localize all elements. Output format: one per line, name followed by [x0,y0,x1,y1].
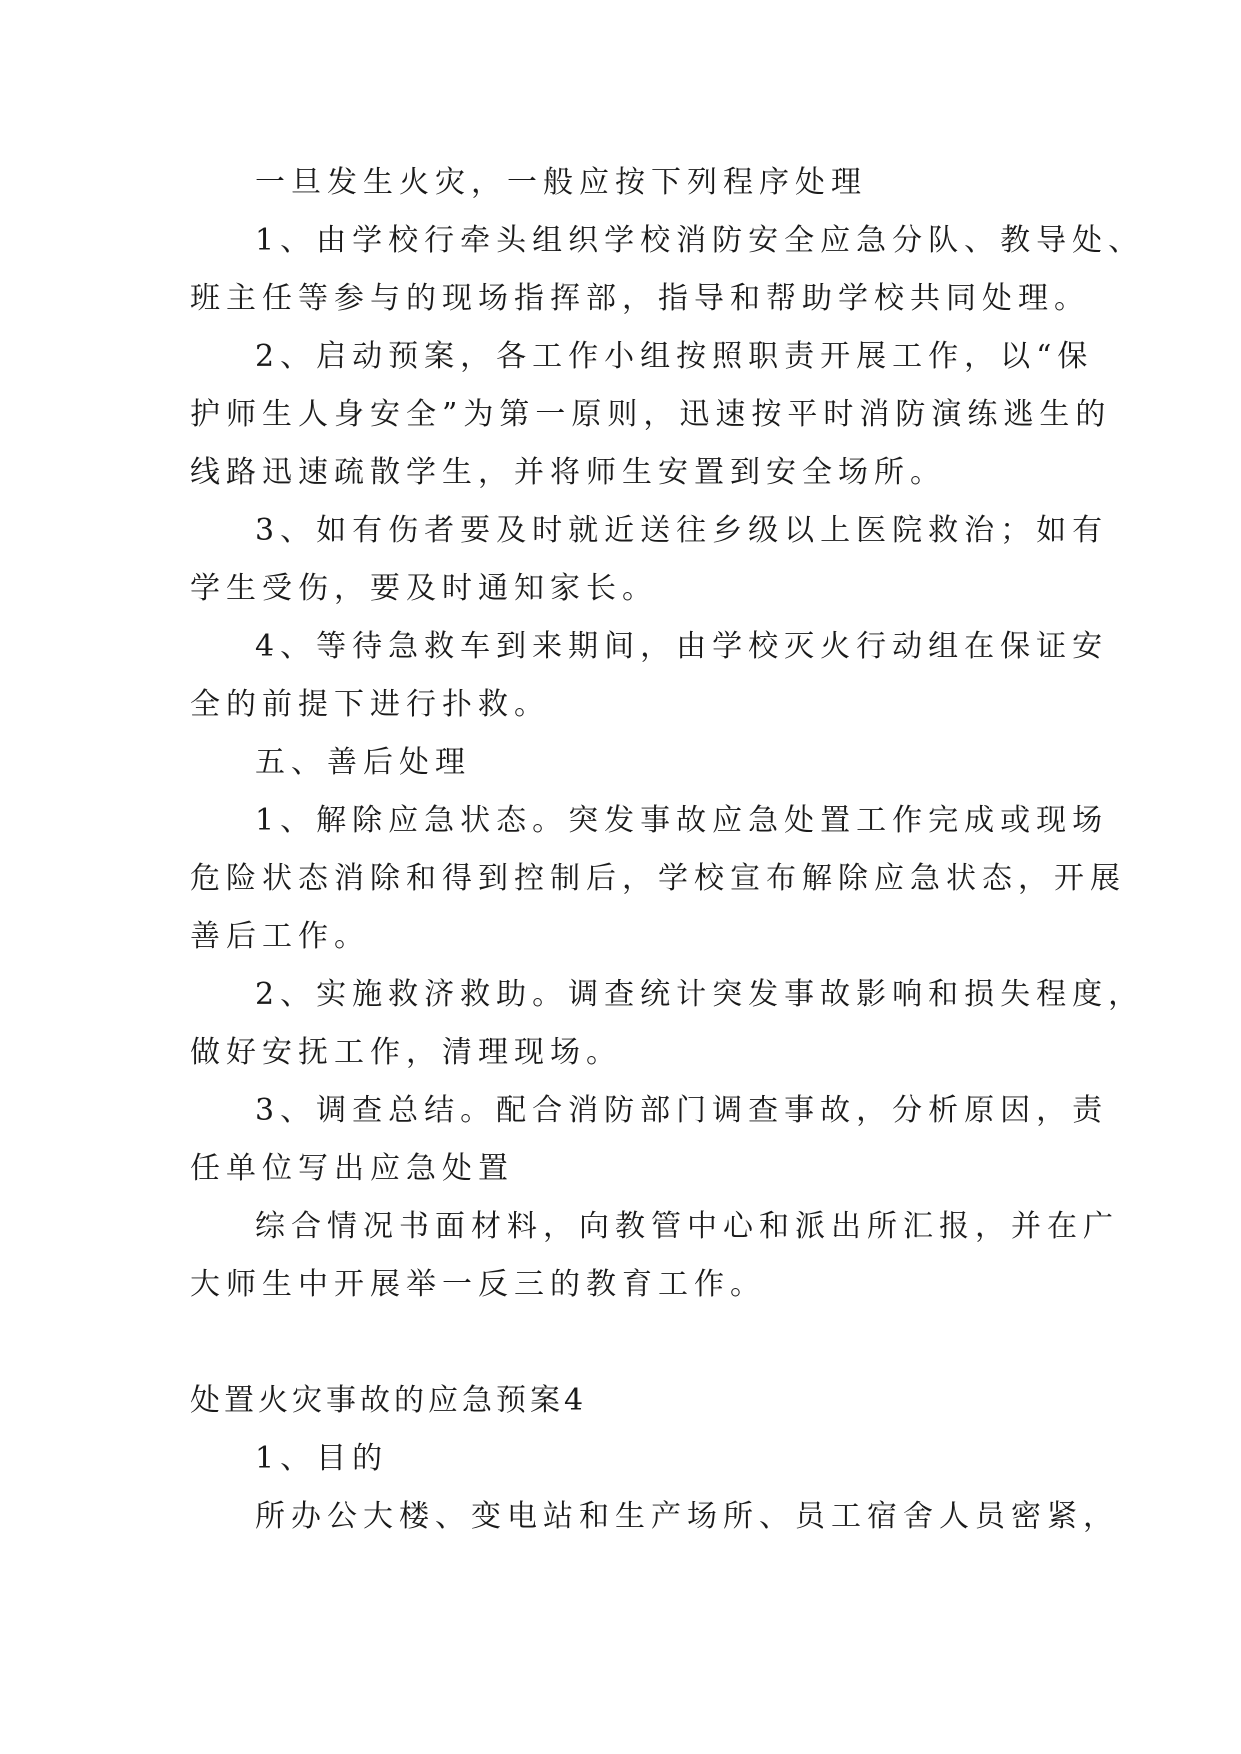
paragraph-line: 2、启动预案，各工作小组按照职责开展工作，以“保 [255,339,1094,374]
paragraph-line: 综合情况书面材料，向教管中心和派出所汇报，并在广 [255,1209,1119,1244]
paragraph-line: 1、由学校行牵头组织学校消防安全应急分队、教导处、 [255,223,1145,258]
paragraph-line: 3、如有伤者要及时就近送往乡级以上医院救治；如有 [255,513,1109,548]
paragraph-line: 善后工作。 [190,919,370,954]
paragraph-line: 一旦发生火灾，一般应按下列程序处理 [255,165,867,200]
paragraph-line: 危险状态消除和得到控制后，学校宣布解除应急状态，开展 [190,861,1126,896]
paragraph-line: 1、目的 [255,1441,389,1476]
paragraph-line: 学生受伤，要及时通知家长。 [190,571,658,606]
paragraph-line: 所办公大楼、变电站和生产场所、员工宿舍人员密紧， [255,1499,1119,1534]
paragraph-line: 1、解除应急状态。突发事故应急处置工作完成或现场 [255,803,1109,838]
paragraph-line: 做好安抚工作，清理现场。 [190,1035,622,1070]
section-title: 处置火灾事故的应急预案4 [190,1383,588,1418]
subheading-line: 五、善后处理 [255,745,471,780]
paragraph-line: 大师生中开展举一反三的教育工作。 [190,1267,766,1302]
paragraph-line: 全的前提下进行扑救。 [190,687,550,722]
paragraph-line: 线路迅速疏散学生，并将师生安置到安全场所。 [190,455,946,490]
paragraph-line: 班主任等参与的现场指挥部，指导和帮助学校共同处理。 [190,281,1090,316]
paragraph-line: 护师生人身安全”为第一原则，迅速按平时消防演练逃生的 [190,397,1112,432]
paragraph-line: 4、等待急救车到来期间，由学校灭火行动组在保证安 [255,629,1109,664]
paragraph-line: 2、实施救济救助。调查统计突发事故影响和损失程度， [255,977,1145,1012]
paragraph-line: 任单位写出应急处置 [190,1151,514,1186]
paragraph-line: 3、调查总结。配合消防部门调查事故，分析原因，责 [255,1093,1109,1128]
